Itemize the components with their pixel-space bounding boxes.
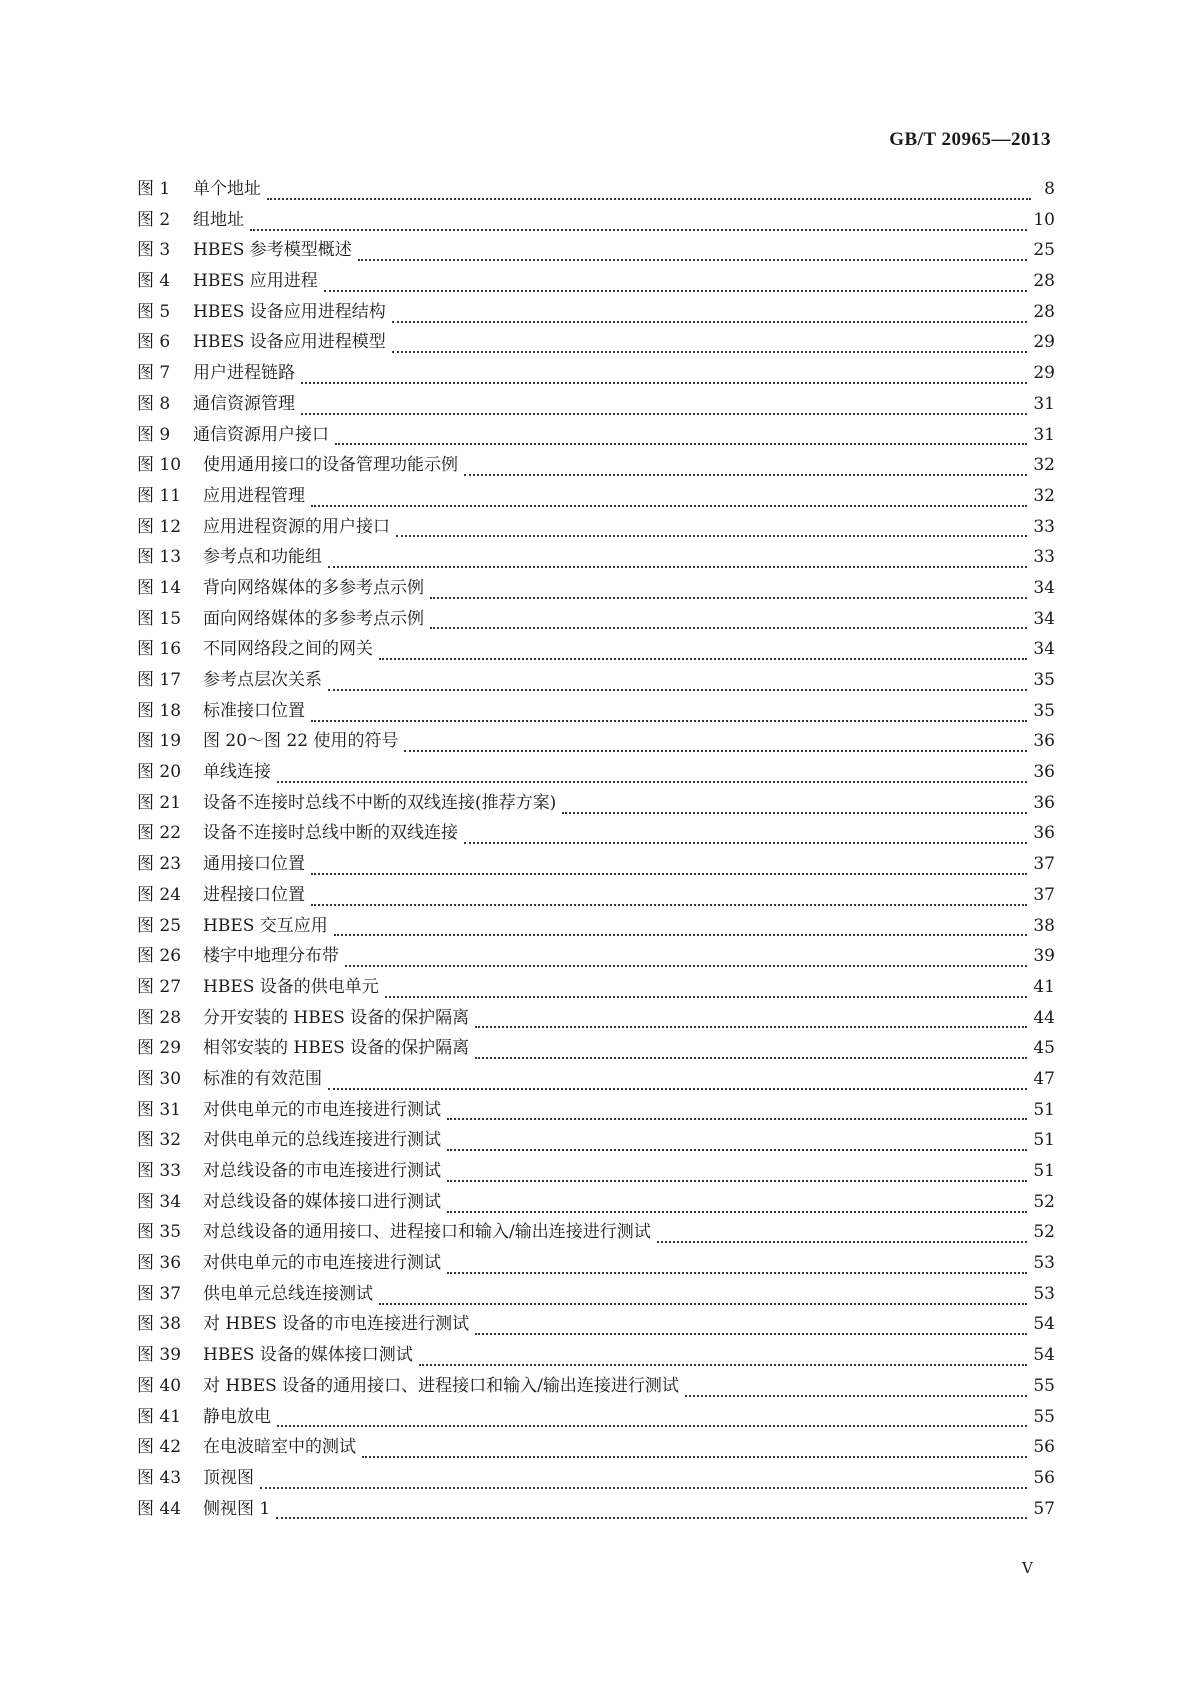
figure-number: 图 30 [137,1068,182,1089]
page-number: 32 [1033,485,1055,506]
page-number: 41 [1033,976,1055,997]
figure-title: 在电波暗室中的测试 [203,1437,356,1458]
page-number: 52 [1033,1222,1055,1243]
toc-entry[interactable] [137,822,1055,853]
figure-number: 图 38 [137,1314,182,1335]
figure-number: 图 8 [137,393,171,414]
figure-number: 图 19 [137,731,182,752]
page-number: 54 [1033,1345,1055,1366]
figure-number: 图 42 [137,1437,182,1458]
dot-leader [276,1516,1027,1519]
figure-title: 对 HBES 设备的市电连接进行测试 [203,1314,470,1335]
figure-title: 面向网络媒体的多参考点示例 [203,608,424,629]
figure-title: 设备不连接时总线不中断的双线连接(推荐方案) [203,792,557,813]
page-folio: Ⅴ [1022,1561,1033,1577]
toc-entry[interactable] [137,1467,1055,1498]
figure-title: 标准接口位置 [203,700,305,721]
page-number: 32 [1033,455,1055,476]
figure-title: 楼宇中地理分布带 [203,946,339,967]
dot-leader [392,320,1028,323]
page-number: 39 [1033,946,1055,967]
dot-leader [311,719,1027,722]
page-number: 37 [1033,854,1055,875]
figure-number: 图 11 [137,485,182,506]
figure-number: 图 44 [137,1498,182,1519]
page-number: 51 [1033,1130,1055,1151]
toc-entry[interactable] [137,1221,1055,1252]
page-number: 34 [1033,639,1055,660]
dot-leader [277,780,1027,783]
dot-leader [328,1087,1027,1090]
page-number: 52 [1033,1191,1055,1212]
figure-number: 图 4 [137,271,171,292]
figure-number: 图 43 [137,1467,182,1488]
dot-leader [430,626,1027,629]
dot-leader [277,1424,1027,1427]
dot-leader [430,596,1027,599]
toc-entry[interactable] [137,301,1055,332]
page-number: 8 [1044,179,1055,199]
figure-title: HBES 设备的供电单元 [203,976,379,997]
toc-entry[interactable] [137,730,1055,761]
dot-leader [385,995,1028,998]
dot-leader [396,534,1027,537]
figure-number: 图 32 [137,1130,182,1151]
figure-number: 图 18 [137,700,182,721]
toc-entry[interactable] [137,761,1055,792]
dot-leader [447,1148,1027,1151]
dot-leader [328,688,1027,691]
figure-title: 对 HBES 设备的通用接口、进程接口和输入/输出连接进行测试 [203,1375,679,1396]
page-number: 45 [1033,1038,1055,1059]
dot-leader [311,903,1027,906]
toc-entry[interactable] [137,485,1055,516]
figure-title: 通信资源管理 [193,393,295,414]
dot-leader [475,1332,1027,1335]
figure-title: 分开安装的 HBES 设备的保护隔离 [203,1007,470,1028]
dot-leader [447,1117,1027,1120]
figure-number: 图 9 [137,424,171,445]
dot-leader [335,442,1027,445]
figure-number: 图 31 [137,1099,182,1120]
figure-title: HBES 设备应用进程结构 [193,301,386,322]
figure-title: 应用进程资源的用户接口 [203,516,390,537]
page-number: 56 [1033,1437,1055,1458]
figure-title: HBES 设备应用进程模型 [193,332,386,353]
page-number: 29 [1033,332,1055,353]
toc-entry[interactable] [137,577,1055,608]
toc-entry[interactable] [137,1498,1055,1529]
dot-leader [301,412,1027,415]
toc-entry[interactable] [137,270,1055,301]
figure-title: 顶视图 [203,1467,254,1488]
toc-entry[interactable] [137,1037,1055,1068]
figure-number: 图 6 [137,332,171,353]
toc-entry[interactable] [137,884,1055,915]
dot-leader [464,841,1027,844]
dot-leader [464,473,1027,476]
figure-title: 静电放电 [203,1406,271,1427]
figure-number: 图 35 [137,1222,182,1243]
toc-entry[interactable] [137,1099,1055,1130]
page-number: 35 [1033,700,1055,721]
toc-entry[interactable] [137,209,1055,240]
page-number: 29 [1033,363,1055,384]
figure-number: 图 21 [137,792,182,813]
figure-title: 参考点和功能组 [203,547,322,568]
toc-entry[interactable] [137,945,1055,976]
dot-leader [267,197,1031,200]
page-number: 34 [1033,608,1055,629]
figure-title: 对总线设备的通用接口、进程接口和输入/输出连接进行测试 [203,1222,651,1243]
figure-title: 设备不连接时总线中断的双线连接 [203,823,458,844]
dot-leader [311,504,1027,507]
figure-title: 应用进程管理 [203,485,305,506]
dot-leader [328,565,1027,568]
figure-number: 图 16 [137,639,182,660]
figure-number: 图 28 [137,1007,182,1028]
page-number: 25 [1033,240,1055,261]
figure-title: 使用通用接口的设备管理功能示例 [203,455,458,476]
figure-number: 图 33 [137,1161,182,1181]
figure-number: 图 20 [137,762,182,783]
dot-leader [358,258,1028,261]
figure-number: 图 41 [137,1406,182,1427]
figure-number: 图 27 [137,976,182,997]
figure-title: HBES 应用进程 [193,271,318,292]
figure-number: 图 37 [137,1283,182,1304]
dot-leader [345,964,1027,967]
toc-entry[interactable] [137,516,1055,547]
toc-entry[interactable] [137,178,1055,209]
toc-entry[interactable] [137,1436,1055,1467]
page-number: 54 [1033,1314,1055,1335]
dot-leader [362,1455,1027,1458]
figure-title: HBES 设备的媒体接口测试 [203,1345,413,1366]
page-number: 36 [1033,762,1055,783]
dot-leader [475,1056,1027,1059]
toc-entry[interactable] [137,608,1055,639]
figure-title: 侧视图 1 [203,1498,271,1519]
toc-entry[interactable] [137,1252,1055,1283]
toc-entry[interactable] [137,1313,1055,1344]
page-number: 51 [1033,1161,1055,1181]
figure-number: 图 2 [137,209,171,230]
toc-entry[interactable] [137,1344,1055,1375]
figure-number: 图 12 [137,516,182,537]
figure-title: 供电单元总线连接测试 [203,1283,373,1304]
page-number: 55 [1033,1406,1055,1427]
page-number: 28 [1033,301,1055,322]
figure-title: HBES 参考模型概述 [193,240,352,261]
toc-entry[interactable] [137,915,1055,946]
figure-number: 图 25 [137,915,182,936]
figure-title: 通信资源用户接口 [193,424,329,445]
dot-leader [475,1025,1027,1028]
figure-number: 图 13 [137,547,182,568]
figure-title: 用户进程链路 [193,363,295,384]
page-number: 36 [1033,731,1055,752]
toc-entry[interactable] [137,454,1055,485]
dot-leader [562,811,1027,814]
figure-number: 图 3 [137,240,171,261]
toc-entry[interactable] [137,853,1055,884]
figure-title: 对总线设备的媒体接口进行测试 [203,1191,441,1212]
page-number: 33 [1033,516,1055,537]
toc-entry[interactable] [137,1375,1055,1406]
figure-title: 对供电单元的市电连接进行测试 [203,1099,441,1120]
figure-title: 单线连接 [203,762,271,783]
dot-leader [657,1240,1028,1243]
figure-number: 图 34 [137,1191,182,1212]
figure-title: HBES 交互应用 [203,915,328,936]
toc-entry[interactable] [137,669,1055,700]
dot-leader [685,1394,1027,1397]
list-of-figures [137,178,1055,1528]
dot-leader [392,350,1028,353]
figure-title: 参考点层次关系 [203,670,322,690]
toc-entry[interactable] [137,1283,1055,1314]
page-number: 28 [1033,271,1055,292]
figure-number: 图 40 [137,1375,182,1396]
page-number: 57 [1033,1498,1055,1519]
figure-title: 通用接口位置 [203,854,305,875]
toc-entry[interactable] [137,239,1055,270]
figure-title: 进程接口位置 [203,884,305,905]
page-number: 56 [1033,1467,1055,1488]
figure-number: 图 7 [137,363,171,384]
page-number: 38 [1033,915,1055,936]
dot-leader [311,872,1027,875]
page-number: 31 [1033,424,1055,445]
figure-number: 图 17 [137,670,182,690]
dot-leader [419,1363,1028,1366]
toc-entry[interactable] [137,638,1055,669]
dot-leader [379,1302,1027,1305]
figure-number: 图 23 [137,854,182,875]
figure-number: 图 14 [137,577,182,598]
dot-leader [447,1271,1027,1274]
dot-leader [447,1179,1027,1182]
toc-entry[interactable] [137,1406,1055,1437]
toc-entry[interactable] [137,792,1055,823]
figure-title: 相邻安装的 HBES 设备的保护隔离 [203,1038,470,1059]
dot-leader [334,933,1028,936]
page-number: 36 [1033,792,1055,813]
dot-leader [447,1210,1027,1213]
dot-leader [404,749,1027,752]
page-number: 51 [1033,1099,1055,1120]
page-number: 10 [1033,209,1055,230]
page-number: 36 [1033,823,1055,844]
toc-entry[interactable] [137,1007,1055,1038]
figure-number: 图 39 [137,1345,182,1366]
figure-number: 图 15 [137,608,182,629]
figure-number: 图 29 [137,1038,182,1059]
toc-entry[interactable] [137,1129,1055,1160]
figure-title: 图 20～图 22 使用的符号 [203,731,399,752]
dot-leader [250,228,1027,231]
figure-title: 对总线设备的市电连接进行测试 [203,1161,441,1181]
toc-entry[interactable] [137,1160,1055,1191]
page-number: 47 [1033,1068,1055,1089]
page-number: 34 [1033,577,1055,598]
toc-entry[interactable] [137,393,1055,424]
figure-number: 图 5 [137,301,171,322]
figure-title: 对供电单元的市电连接进行测试 [203,1253,441,1274]
page-number: 53 [1033,1283,1055,1304]
page-number: 31 [1033,393,1055,414]
dot-leader [379,657,1027,660]
toc-entry[interactable] [137,546,1055,577]
page-number: 37 [1033,884,1055,905]
toc-entry[interactable] [137,1191,1055,1222]
dot-leader [260,1486,1027,1489]
toc-entry[interactable] [137,976,1055,1007]
figure-title: 不同网络段之间的网关 [203,639,373,660]
figure-title: 背向网络媒体的多参考点示例 [203,577,424,598]
figure-title: 标准的有效范围 [203,1068,322,1089]
figure-number: 图 22 [137,823,182,844]
figure-title: 组地址 [193,209,244,230]
figure-number: 图 24 [137,884,182,905]
figure-title: 对供电单元的总线连接进行测试 [203,1130,441,1151]
figure-number: 图 26 [137,946,182,967]
page-number: 35 [1033,670,1055,690]
dot-leader [301,381,1027,384]
standard-number: GB/T 20965—2013 [889,129,1051,150]
toc-entry[interactable] [137,424,1055,455]
figure-number: 图 36 [137,1253,182,1274]
toc-entry[interactable] [137,362,1055,393]
toc-entry[interactable] [137,331,1055,362]
figure-number: 图 10 [137,455,182,476]
toc-entry[interactable] [137,700,1055,731]
page-number: 44 [1033,1007,1055,1028]
page-number: 53 [1033,1253,1055,1274]
toc-entry[interactable] [137,1068,1055,1099]
figure-number: 图 1 [137,179,171,199]
figure-title: 单个地址 [193,179,261,199]
page-number: 33 [1033,547,1055,568]
page-number: 55 [1033,1375,1055,1396]
dot-leader [324,289,1028,292]
